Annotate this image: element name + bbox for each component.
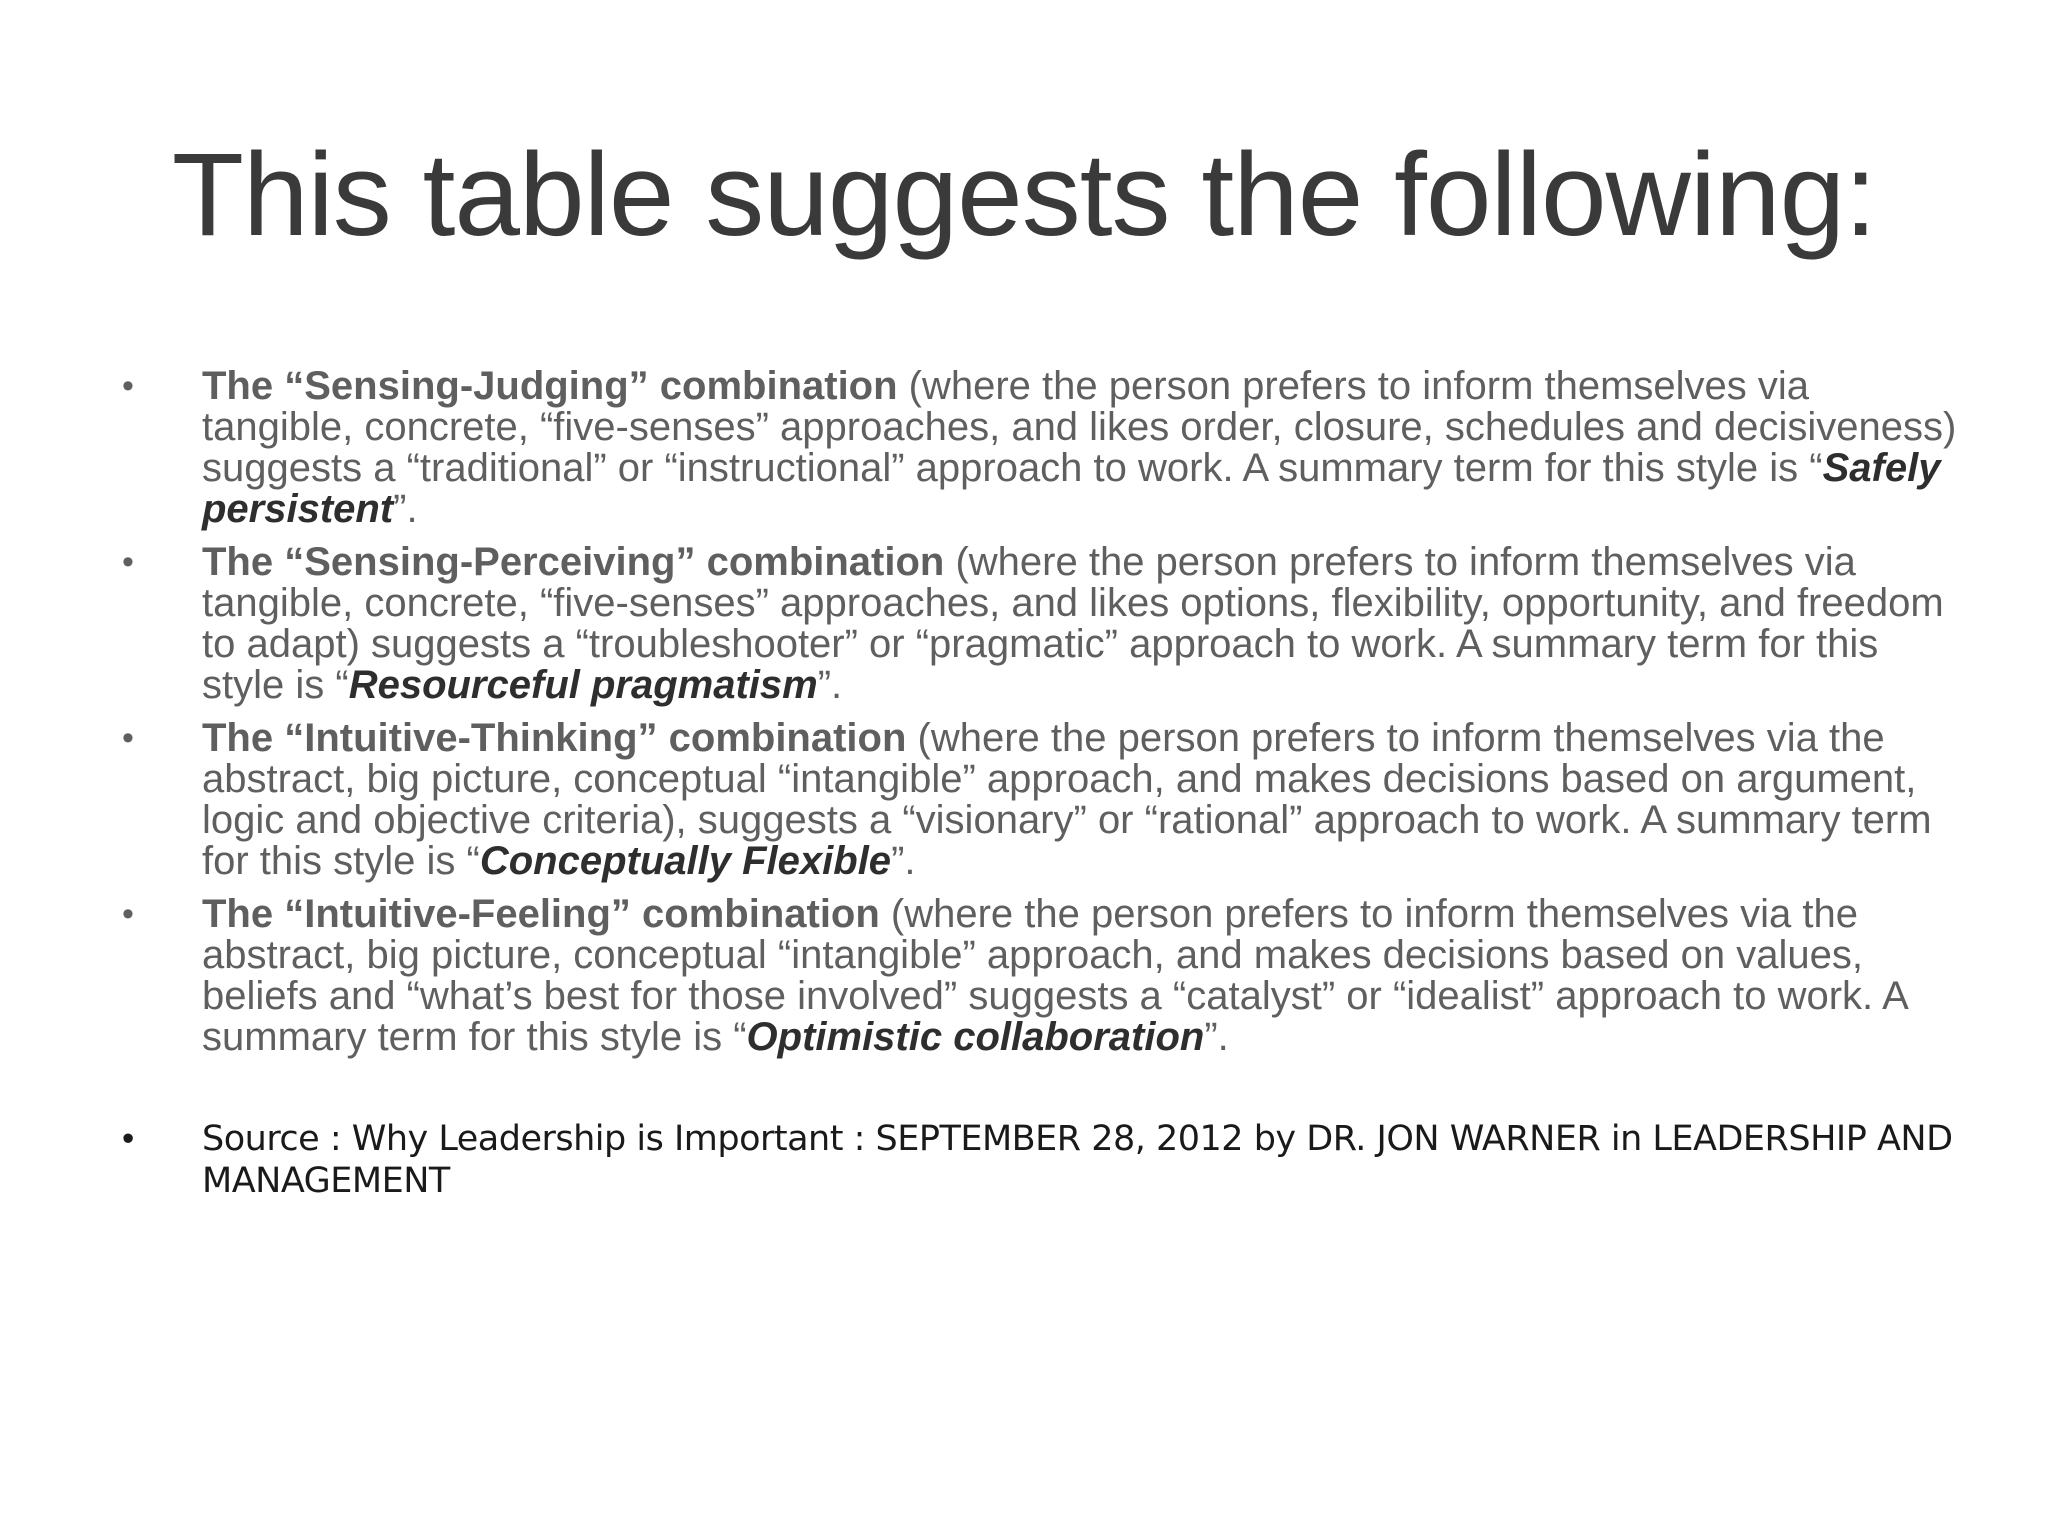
- source-text: Source : Why Leadership is Important : SEPTEMBER 28, 2012 by DR. JON WARNER in LEADERSHIP AND MANAGEMENT: [202, 1119, 1953, 1201]
- bullet-term: Safely persistent: [202, 446, 1941, 531]
- source-citation: [122, 1118, 1962, 1202]
- bullet-text: (where the person prefers to inform themselves via the abstract, big picture, conceptual “intangible” approach, and makes decisions based on argument, logic and objective criteria), suggests a “visionary” or “rational” approach to work. A summary term for this style is “: [202, 716, 1932, 883]
- bullet-term: Optimistic collaboration: [746, 1015, 1205, 1059]
- bullet-text-end: ”.: [891, 839, 916, 883]
- bullet-term: Conceptually Flexible: [479, 839, 892, 883]
- bullet-item-intuitive-feeling: [122, 894, 1962, 1058]
- bullet-text-end: ”.: [817, 663, 843, 707]
- bullet-dot-icon: •: [122, 1119, 134, 1158]
- bullet-item-sensing-perceiving: [122, 542, 1962, 706]
- bullet-text: (where the person prefers to inform themselves via tangible, concrete, “five-senses” approaches, and likes options, flexibility, opportunity, and freedom to adapt) suggests a “troubleshooter” or “pragmatic” approach to work. A summary term for this style is “: [202, 540, 1944, 707]
- bullet-text-end: ”.: [1204, 1015, 1229, 1059]
- slide-title: This table suggests the following:: [171, 129, 1877, 261]
- bullet-dot-icon: •: [122, 543, 134, 581]
- bullet-text: (where the person prefers to inform themselves via the abstract, big picture, conceptual “intangible” approach, and makes decisions based on values, beliefs and “what’s best for those involved” suggests a “catalyst” or “idealist” approach to work. A summary term for this style is “: [202, 892, 1907, 1059]
- bullet-lead: The “Intuitive-Feeling” combination: [202, 892, 880, 936]
- bullet-item-sensing-judging: [122, 366, 1962, 530]
- bullet-item-intuitive-thinking: [122, 718, 1962, 882]
- bullet-list: [122, 366, 1962, 1070]
- bullet-text-end: ”.: [393, 487, 418, 531]
- bullet-dot-icon: •: [122, 895, 134, 933]
- bullet-dot-icon: •: [122, 719, 134, 757]
- bullet-lead: The “Sensing-Judging” combination: [202, 364, 898, 408]
- bullet-dot-icon: •: [122, 367, 134, 405]
- bullet-lead: The “Sensing-Perceiving” combination: [202, 540, 945, 584]
- bullet-term: Resourceful pragmatism: [348, 663, 818, 707]
- bullet-text: (where the person prefers to inform themselves via tangible, concrete, “five-senses” approaches, and likes order, closure, schedules and decisiveness) suggests a “traditional” or “instructional” approach to work. A summary term for this style is “: [202, 364, 1957, 490]
- bullet-lead: The “Intuitive-Thinking” combination: [202, 716, 907, 760]
